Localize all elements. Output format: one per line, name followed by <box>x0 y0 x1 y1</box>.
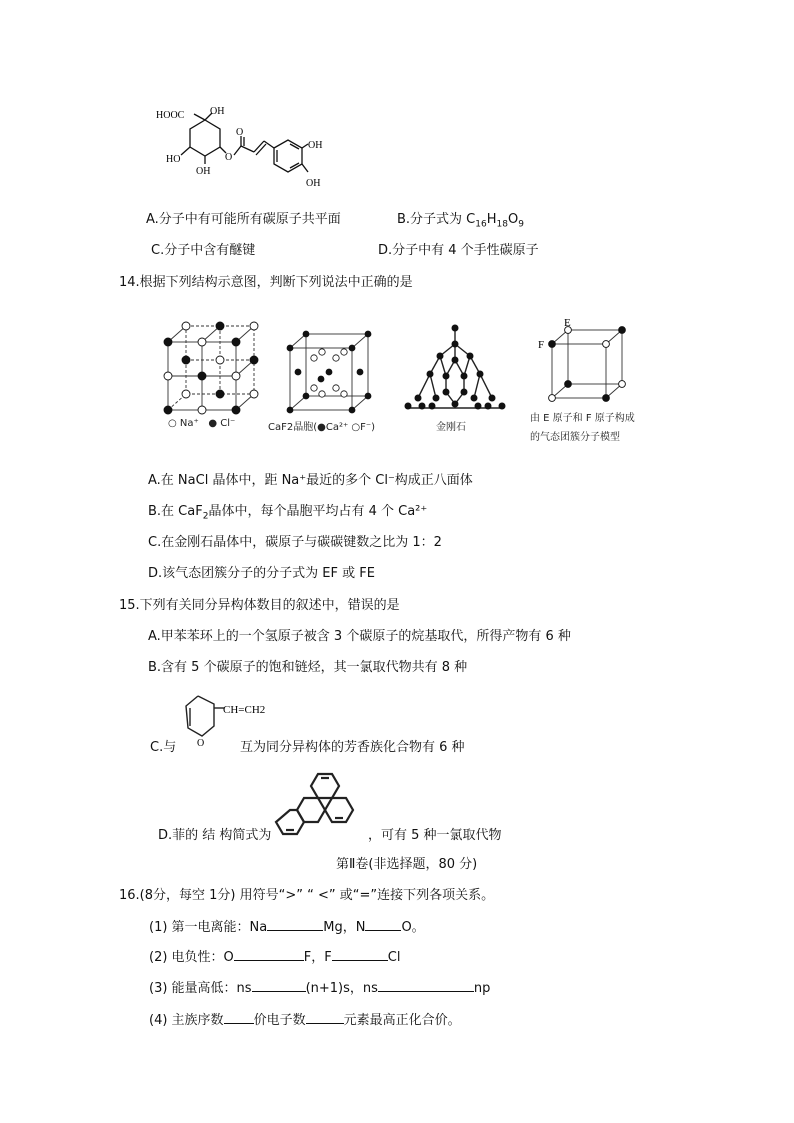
q13-option-d: D.分子中有 4 个手性碳原子 <box>378 243 539 258</box>
text: (3) 能量高低：ns <box>149 981 252 996</box>
q14-option-b <box>148 500 427 522</box>
q15-option-d-text: ，可有 5 种一氯取代物 <box>368 828 502 843</box>
answer-blank[interactable] <box>267 918 323 931</box>
caption-cl: Cl⁻ <box>220 418 236 429</box>
q16-item-3 <box>149 977 490 996</box>
caf2-crystal-figure <box>284 330 374 416</box>
open-circle-icon: ○ <box>168 418 177 429</box>
cluster-molecule-figure <box>534 318 634 404</box>
label-o-ester: O <box>225 152 233 163</box>
q15-option-b: B.含有 5 个碳原子的饱和链烃，其一氯取代物共有 8 种 <box>148 660 468 675</box>
cluster-caption-line1: 由 E 原子和 F 原子构成 <box>530 413 635 424</box>
chlorogenic-acid-structure <box>150 100 340 192</box>
answer-blank[interactable] <box>234 948 304 961</box>
text: O。 <box>401 920 425 935</box>
label-o-carbonyl: O <box>236 127 244 138</box>
q15-option-a: A.甲苯苯环上的一个氢原子被含 3 个碳原子的烷基取代，所得产物有 6 种 <box>148 629 571 644</box>
phenanthrene-structure <box>272 770 362 836</box>
q14-option-c: C.在金刚石晶体中，碳原子与碳碳键数之比为 1：2 <box>148 535 442 550</box>
nacl-crystal-figure <box>160 320 260 432</box>
sub: 9 <box>518 219 524 230</box>
answer-blank[interactable] <box>252 979 306 992</box>
label-ho-left: HO <box>166 154 181 165</box>
label-oh-ring1: OH <box>308 140 323 151</box>
label-oh-bottom: OH <box>196 166 211 177</box>
text: B.在 CaF <box>148 504 203 519</box>
q16-item-1 <box>149 916 425 935</box>
text: 元素最高正化合价。 <box>343 1013 461 1028</box>
text: Cl <box>387 950 401 965</box>
text: Mg，N <box>323 920 366 935</box>
section-2-heading: 第Ⅱ卷(非选择题，80 分) <box>336 857 478 872</box>
diamond-caption: 金刚石 <box>436 422 466 433</box>
pyran-oxygen-label: O <box>197 738 205 749</box>
q13-option-a: A.分子中有可能所有碳原子共平面 <box>146 212 341 227</box>
cluster-label-e: E <box>564 318 571 329</box>
label-hooc: HOOC <box>156 110 185 121</box>
q14-stem: 14.根据下列结构示意图，判断下列说法中正确的是 <box>119 275 413 290</box>
q16-stem: 16.(8分，每空 1分) 用符号“>” “ <” 或“=”连接下列各项关系。 <box>119 888 495 903</box>
cluster-caption-line2: 的气态团簇分子模型 <box>530 432 620 443</box>
q14-option-d: D.该气态团簇分子的分子式为 EF 或 FE <box>148 566 375 581</box>
answer-blank[interactable] <box>332 948 388 961</box>
label-oh-ring2: OH <box>306 178 321 189</box>
label-oh-top: OH <box>210 106 225 117</box>
q16-item-2 <box>149 946 400 965</box>
q13-option-b-text: B.分子式为 C <box>397 212 476 227</box>
text: (2) 电负性：O <box>149 950 234 965</box>
text: O <box>507 212 519 227</box>
q15-stem: 15.下列有关同分异构体数目的叙述中，错误的是 <box>119 598 400 613</box>
nacl-caption <box>168 418 235 429</box>
text: np <box>473 981 491 996</box>
text: 价电子数 <box>253 1013 306 1028</box>
q14-option-a: A.在 NaCl 晶体中，距 Na⁺最近的多个 Cl⁻构成正八面体 <box>148 473 473 488</box>
text: (4) 主族序数 <box>149 1013 224 1028</box>
caf2-caption: CaF2晶胞(●Ca²⁺ ○F⁻) <box>268 422 376 433</box>
cluster-label-f: F <box>538 339 545 351</box>
q15-option-c-prefix: C.与 <box>150 740 177 755</box>
q16-item-4 <box>149 1009 461 1028</box>
answer-blank[interactable] <box>306 1011 344 1024</box>
sub: 2 <box>202 511 209 522</box>
text: H <box>486 212 497 227</box>
answer-blank[interactable] <box>378 979 474 992</box>
sub: 18 <box>496 219 508 230</box>
vinyl-label: CH=CH2 <box>223 704 266 716</box>
answer-blank[interactable] <box>224 1011 254 1024</box>
q15-option-c-text: 互为同分异构体的芳香族化合物有 6 种 <box>240 740 465 755</box>
sub: 16 <box>475 219 487 230</box>
diamond-structure-figure <box>400 322 510 414</box>
q15-option-d-prefix: D.菲的 结 构简式为 <box>158 828 272 843</box>
q13-option-b <box>397 208 524 230</box>
q13-option-c: C.分子中含有醚键 <box>151 243 256 258</box>
text: (n+1)s，ns <box>305 981 378 996</box>
text: F，F <box>303 950 332 965</box>
answer-blank[interactable] <box>365 918 401 931</box>
text: (1) 第一电离能：Na <box>149 920 268 935</box>
caption-na: Na⁺ <box>179 418 199 429</box>
text: 晶体中，每个晶胞平均占有 4 个 Ca²⁺ <box>208 504 428 519</box>
filled-circle-icon: ● <box>208 418 218 429</box>
